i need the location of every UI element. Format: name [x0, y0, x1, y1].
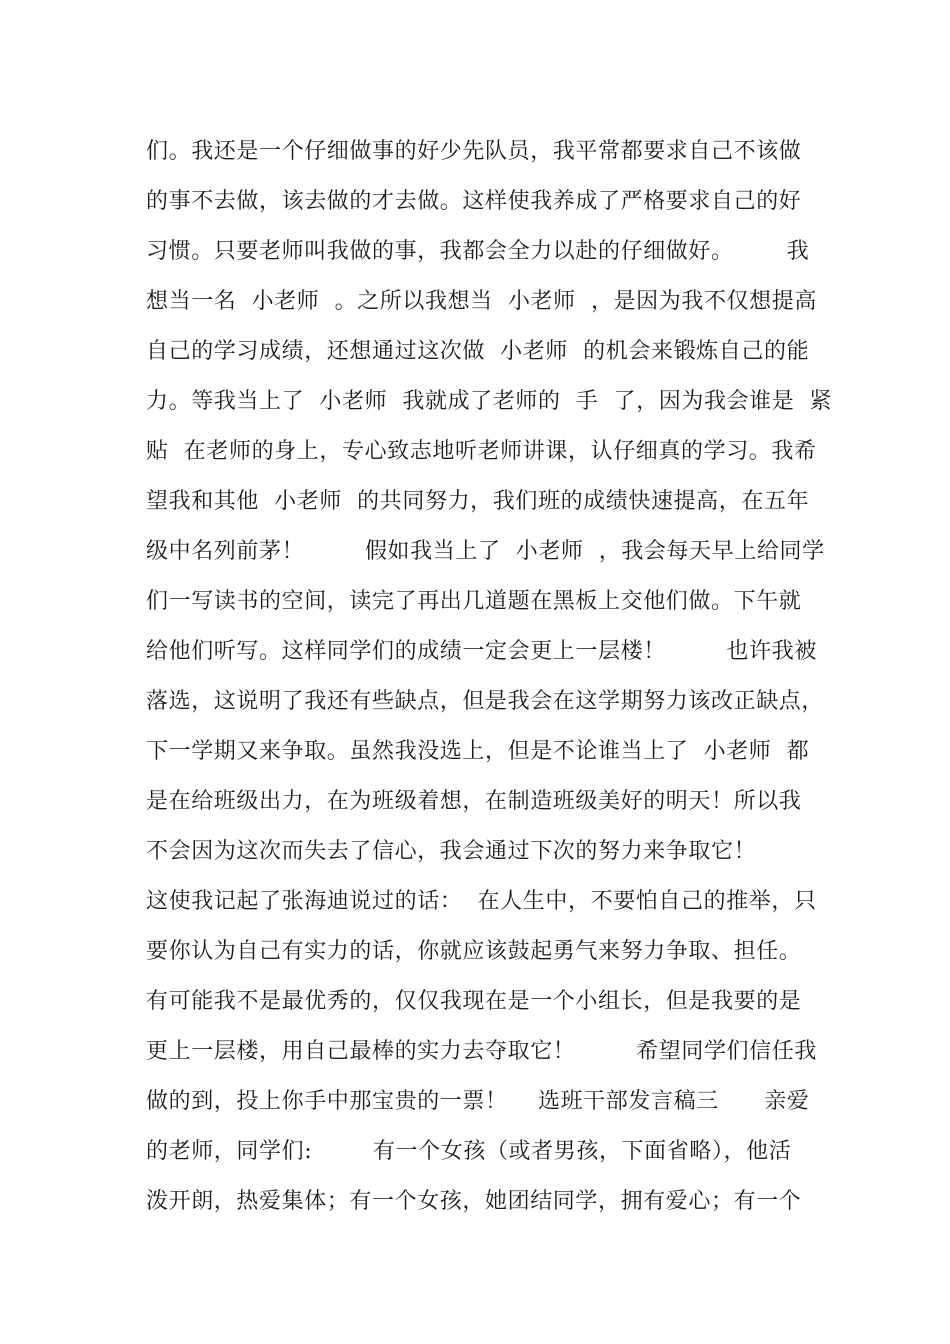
text-line: 级中名列前茅！ 假如我当上了 小老师 ，我会每天早上给同学: [146, 539, 825, 564]
text-line: 更上一层楼，用自己最棒的实力去夺取它！ 希望同学们信任我: [146, 1039, 817, 1064]
text-line: 想当一名 小老师 。之所以我想当 小老师 ，是因为我不仅想提高: [146, 289, 817, 314]
text-line: 望我和其他 小老师 的共同努力，我们班的成绩快速提高，在五年: [146, 489, 810, 514]
text-line: 力。等我当上了 小老师 我就成了老师的 手 了，因为我会谁是 紧: [146, 389, 833, 414]
text-line: 给他们听写。这样同学们的成绩一定会更上一层楼！ 也许我被: [146, 639, 817, 664]
text-line: 落选，这说明了我还有些缺点，但是我会在这学期努力该改正缺点，: [146, 689, 825, 714]
text-line: 们。我还是一个仔细做事的好少先队员，我平常都要求自己不该做: [146, 139, 802, 164]
text-line: 自己的学习成绩，还想通过这次做 小老师 的机会来锻炼自己的能: [146, 339, 810, 364]
text-line: 是在给班级出力，在为班级着想，在制造班级美好的明天！所以我: [146, 789, 802, 814]
text-line: 贴 在老师的身上，专心致志地听老师讲课，认仔细真的学习。我希: [146, 439, 817, 464]
text-line: 们一写读书的空间，读完了再出几道题在黑板上交他们做。下午就: [146, 589, 802, 614]
text-line: 有可能我不是最优秀的，仅仅我现在是一个小组长，但是我要的是: [146, 989, 802, 1014]
text-line: 不会因为这次而失去了信心，我会通过下次的努力来争取它！: [146, 839, 757, 864]
text-line: 这使我记起了张海迪说过的话： 在人生中，不要怕自己的推举，只: [146, 889, 817, 914]
text-line: 要你认为自己有实力的话，你就应该鼓起勇气来努力争取、担任。: [146, 939, 802, 964]
text-line: 做的到，投上你手中那宝贵的一票！ 选班干部发言稿三 亲爱: [146, 1089, 810, 1114]
text-line: 下一学期又来争取。虽然我没选上，但是不论谁当上了 小老师 都: [146, 739, 810, 764]
text-line: 的事不去做，该去做的才去做。这样使我养成了严格要求自己的好: [146, 189, 802, 214]
text-line: 的老师，同学们: 有一个女孩（或者男孩，下面省略），他活: [146, 1139, 792, 1164]
text-line: 泼开朗，热爱集体；有一个女孩，她团结同学，拥有爱心；有一个: [146, 1189, 802, 1214]
text-line: 习惯。只要老师叫我做的事，我都会全力以赴的仔细做好。 我: [146, 239, 810, 264]
